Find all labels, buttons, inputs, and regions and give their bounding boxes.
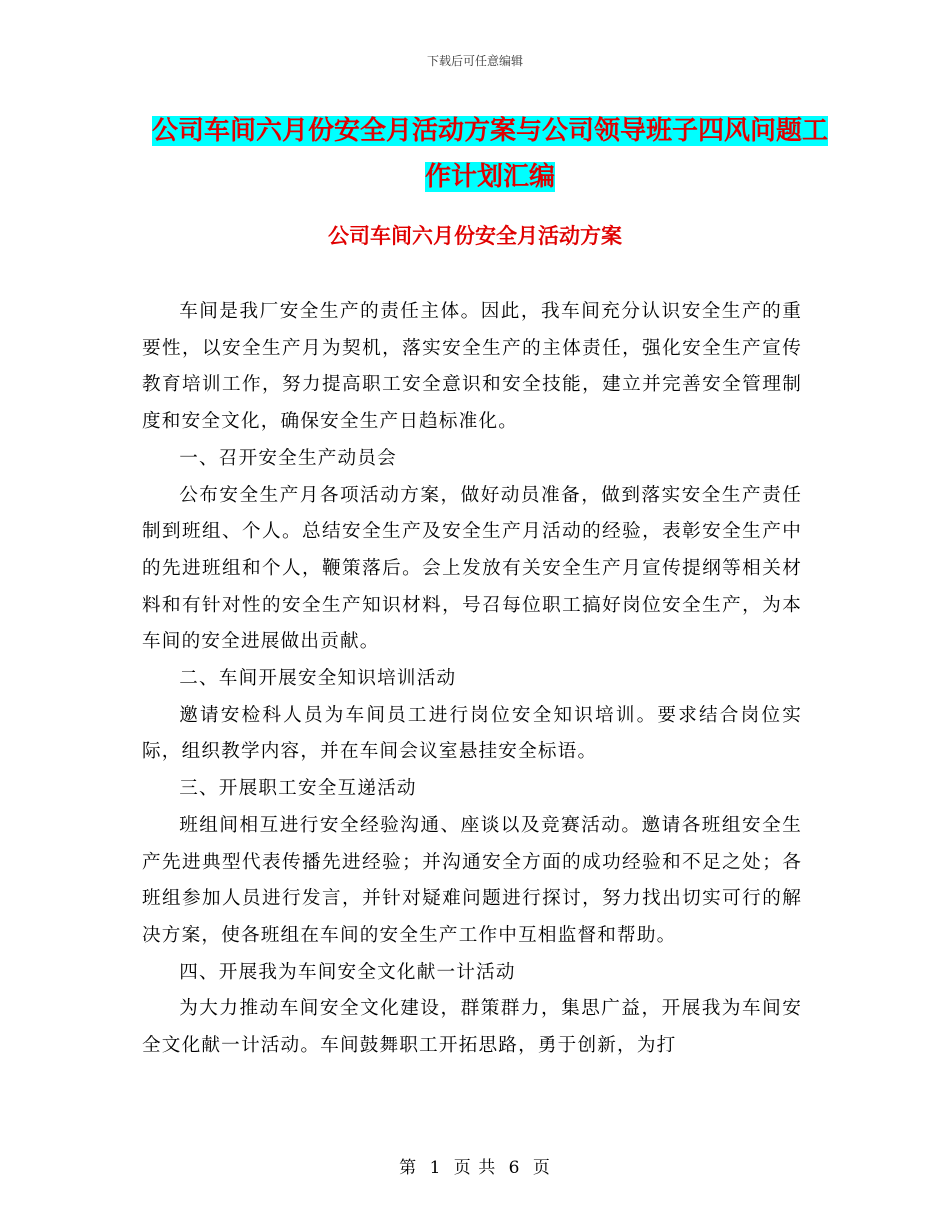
heading-section-4: 四、开展我为车间安全文化献一计活动 <box>179 961 516 983</box>
paragraph-section-3: 班组间相互进行安全经验沟通、座谈以及竞赛活动。邀请各班组安全生产先进典型代表传播先进经验；并沟通安全方面的成功经验和不足之处；各班组参加人员进行发言，并针对疑难问题进行探讨，努力找出切实可行的解决方案，使各班组在车间的安全生产工作中互相监督和帮助。 <box>142 814 802 946</box>
document-title-text: 公司车间六月份安全月活动方案与公司领导班子四风问题工作计划汇编 <box>151 116 828 192</box>
heading-section-2: 二、车间开展安全知识培训活动 <box>179 668 457 690</box>
heading-section-1: 一、召开安全生产动员会 <box>179 447 397 469</box>
current-page-number: 1 <box>429 1158 442 1178</box>
page-header-note: 下载后可任意编辑 <box>426 54 523 68</box>
page-label-suffix: 页 <box>532 1158 551 1178</box>
paragraph-section-1: 公布安全生产月各项活动方案，做好动员准备，做到落实安全生产责任制到班组、个人。总结安全生产及安全生产月活动的经验，表彰安全生产中的先进班组和个人，鞭策落后。会上发放有关安全生产月宣传提纲等相关材料和有针对性的安全生产知识材料，号召每位职工搞好岗位安全生产，为本车间的安全进展做出贡献。 <box>142 484 802 653</box>
page-footer <box>0 1153 950 1178</box>
page-label-prefix: 第 <box>399 1158 418 1178</box>
section-title: 公司车间六月份安全月活动方案 <box>328 224 622 248</box>
document-title <box>140 108 840 200</box>
heading-section-3: 三、开展职工安全互递活动 <box>179 778 417 800</box>
document-body <box>142 294 802 1065</box>
paragraph-intro: 车间是我厂安全生产的责任主体。因此，我车间充分认识安全生产的重要性，以安全生产月为契机，落实安全生产的主体责任，强化安全生产宣传教育培训工作，努力提高职工安全意识和安全技能，建立并完善安全管理制度和安全文化，确保安全生产日趋标准化。 <box>142 301 802 433</box>
total-pages-number: 6 <box>508 1158 521 1178</box>
page-label-mid: 页 共 <box>453 1158 497 1178</box>
paragraph-section-2: 邀请安检科人员为车间员工进行岗位安全知识培训。要求结合岗位实际，组织教学内容，并在车间会议室悬挂安全标语。 <box>142 704 802 763</box>
paragraph-section-4: 为大力推动车间安全文化建设，群策群力，集思广益，开展我为车间安全文化献一计活动。车间鼓舞职工开拓思路，勇于创新，为打 <box>142 998 802 1057</box>
